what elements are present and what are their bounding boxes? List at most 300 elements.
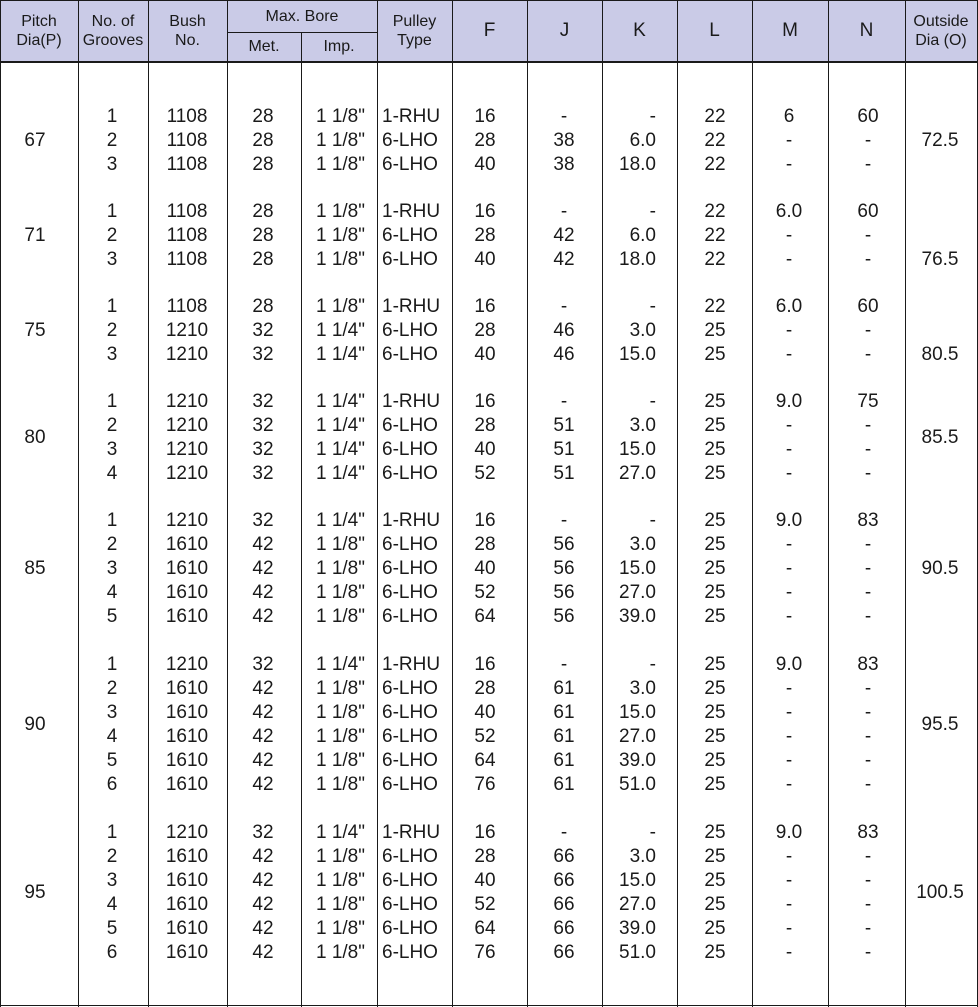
grooves: 5 <box>106 606 118 627</box>
dim-k: - <box>649 201 656 222</box>
dim-k: - <box>649 510 656 531</box>
bore-imp: 1 1/8" <box>315 774 365 795</box>
dim-n: - <box>864 894 872 915</box>
pitch-dia: 71 <box>24 225 46 246</box>
dim-j: 66 <box>553 942 575 963</box>
dim-k: 15.0 <box>619 702 656 723</box>
dim-k: 18.0 <box>619 154 656 175</box>
dim-f: 52 <box>474 726 496 747</box>
dim-f: 28 <box>474 225 496 246</box>
grooves: 1 <box>106 296 118 317</box>
dim-k: 18.0 <box>619 249 656 270</box>
dim-j: - <box>560 654 568 675</box>
dim-f: 28 <box>474 320 496 341</box>
dim-f: 40 <box>474 702 496 723</box>
bore-met: 28 <box>252 130 274 151</box>
dim-n: - <box>864 558 872 579</box>
bush-no: 1610 <box>165 942 209 963</box>
grooves: 2 <box>106 846 118 867</box>
dim-f: 40 <box>474 870 496 891</box>
bore-met: 28 <box>252 154 274 175</box>
dim-l: 25 <box>704 320 726 341</box>
pitch-dia: 80 <box>24 427 46 448</box>
dim-l: 22 <box>704 249 726 270</box>
bore-met: 42 <box>252 678 274 699</box>
bore-met: 32 <box>252 439 274 460</box>
dim-j: 38 <box>553 130 575 151</box>
dim-f: 52 <box>474 582 496 603</box>
grooves: 5 <box>106 750 118 771</box>
dim-l: 22 <box>704 296 726 317</box>
bore-met: 28 <box>252 296 274 317</box>
dim-k: - <box>649 654 656 675</box>
bush-no: 1610 <box>165 678 209 699</box>
bore-imp: 1 1/8" <box>315 846 365 867</box>
dim-n: - <box>864 870 872 891</box>
dim-m: - <box>785 750 793 771</box>
header-rule <box>0 61 978 63</box>
dim-n: - <box>864 918 872 939</box>
dim-l: 25 <box>704 439 726 460</box>
dim-j: 51 <box>553 439 575 460</box>
grooves: 2 <box>106 678 118 699</box>
grooves: 1 <box>106 822 118 843</box>
dim-l: 25 <box>704 510 726 531</box>
grooves: 5 <box>106 918 118 939</box>
dim-f: 76 <box>474 942 496 963</box>
dim-l: 25 <box>704 654 726 675</box>
outside-dia: 76.5 <box>921 249 959 270</box>
dim-k: 15.0 <box>619 344 656 365</box>
grooves: 2 <box>106 130 118 151</box>
pulley-type: 6-LHO <box>382 774 438 795</box>
dim-m: 6.0 <box>775 201 803 222</box>
dim-k: 6.0 <box>629 225 656 246</box>
dim-j: 56 <box>553 582 575 603</box>
dim-j: 66 <box>553 894 575 915</box>
dim-k: 15.0 <box>619 439 656 460</box>
dim-l: 25 <box>704 870 726 891</box>
dim-k: 51.0 <box>619 942 656 963</box>
header-N: N <box>859 20 874 41</box>
dim-l: 25 <box>704 750 726 771</box>
bush-no: 1210 <box>165 510 209 531</box>
dim-k: - <box>649 391 656 412</box>
bore-met: 42 <box>252 870 274 891</box>
bore-imp: 1 1/8" <box>315 870 365 891</box>
bore-imp: 1 1/4" <box>315 320 365 341</box>
pulley-type: 6-LHO <box>382 846 438 867</box>
pulley-type: 6-LHO <box>382 415 438 436</box>
dim-n: 60 <box>857 201 879 222</box>
dim-j: 38 <box>553 154 575 175</box>
bush-no: 1610 <box>165 894 209 915</box>
grooves: 4 <box>106 894 118 915</box>
pulley-type: 1-RHU <box>382 822 441 843</box>
bore-met: 32 <box>252 320 274 341</box>
dim-m: - <box>785 582 793 603</box>
header-met: Met. <box>248 38 280 55</box>
bore-imp: 1 1/8" <box>315 918 365 939</box>
bore-met: 42 <box>252 774 274 795</box>
dim-n: - <box>864 320 872 341</box>
dim-l: 25 <box>704 606 726 627</box>
dim-m: 9.0 <box>775 510 803 531</box>
dim-f: 64 <box>474 750 496 771</box>
grooves: 1 <box>106 106 118 127</box>
dim-j: 61 <box>553 702 575 723</box>
header-J: J <box>559 20 570 41</box>
column-rule <box>602 0 603 1007</box>
bush-no: 1210 <box>165 415 209 436</box>
dim-k: 51.0 <box>619 774 656 795</box>
dim-f: 40 <box>474 439 496 460</box>
outside-dia: 85.5 <box>921 427 959 448</box>
dim-m: 9.0 <box>775 654 803 675</box>
dim-m: - <box>785 870 793 891</box>
dim-j: 51 <box>553 463 575 484</box>
dim-f: 40 <box>474 154 496 175</box>
dim-m: - <box>785 702 793 723</box>
dim-k: 3.0 <box>629 678 656 699</box>
dim-l: 25 <box>704 415 726 436</box>
bore-met: 32 <box>252 463 274 484</box>
dim-l: 25 <box>704 344 726 365</box>
column-rule <box>452 0 453 1007</box>
dim-n: - <box>864 726 872 747</box>
bore-imp: 1 1/4" <box>315 344 365 365</box>
dim-k: - <box>649 296 656 317</box>
dim-k: 27.0 <box>619 463 656 484</box>
dim-k: - <box>649 822 656 843</box>
dim-j: 66 <box>553 918 575 939</box>
outside-dia: 72.5 <box>921 130 959 151</box>
dim-k: 39.0 <box>619 606 656 627</box>
bore-met: 32 <box>252 654 274 675</box>
dim-k: 27.0 <box>619 726 656 747</box>
dim-n: - <box>864 130 872 151</box>
dim-n: - <box>864 942 872 963</box>
bore-imp: 1 1/8" <box>315 201 365 222</box>
dim-j: 56 <box>553 558 575 579</box>
dim-k: 3.0 <box>629 320 656 341</box>
dim-n: 83 <box>857 822 879 843</box>
grooves: 4 <box>106 463 118 484</box>
bush-no: 1210 <box>165 822 209 843</box>
pulley-type: 6-LHO <box>382 942 438 963</box>
header-L: L <box>709 20 720 41</box>
dim-k: 27.0 <box>619 582 656 603</box>
bore-met: 42 <box>252 942 274 963</box>
column-rule <box>148 0 149 1007</box>
bore-imp: 1 1/8" <box>315 249 365 270</box>
column-rule <box>527 0 528 1007</box>
pulley-type: 1-RHU <box>382 391 441 412</box>
dim-m: - <box>785 249 793 270</box>
header-pulley: Pulley Type <box>392 12 437 49</box>
pulley-type: 6-LHO <box>382 678 438 699</box>
bore-met: 42 <box>252 534 274 555</box>
pulley-type: 6-LHO <box>382 130 438 151</box>
bush-no: 1108 <box>166 249 208 270</box>
dim-l: 25 <box>704 822 726 843</box>
dim-f: 40 <box>474 344 496 365</box>
dim-l: 25 <box>704 582 726 603</box>
dim-l: 22 <box>704 154 726 175</box>
dim-k: 15.0 <box>619 558 656 579</box>
outside-dia: 100.5 <box>916 882 964 903</box>
bore-imp: 1 1/4" <box>315 510 365 531</box>
bush-no: 1610 <box>165 606 209 627</box>
pitch-dia: 95 <box>24 882 46 903</box>
dim-f: 16 <box>474 822 496 843</box>
bore-met: 32 <box>252 415 274 436</box>
header-imp: Imp. <box>323 38 355 55</box>
dim-j: - <box>560 296 568 317</box>
dim-m: - <box>785 774 793 795</box>
dim-n: - <box>864 678 872 699</box>
dim-n: - <box>864 774 872 795</box>
bush-no: 1108 <box>166 130 208 151</box>
max-bore-split-rule <box>227 32 377 33</box>
bush-no: 1610 <box>165 726 209 747</box>
dim-m: - <box>785 918 793 939</box>
dim-j: 66 <box>553 846 575 867</box>
bush-no: 1108 <box>166 106 208 127</box>
pulley-type: 6-LHO <box>382 582 438 603</box>
pulley-type: 6-LHO <box>382 154 438 175</box>
bore-imp: 1 1/8" <box>315 154 365 175</box>
dim-m: - <box>785 942 793 963</box>
dim-n: - <box>864 439 872 460</box>
column-rule <box>905 0 906 1007</box>
pitch-dia: 90 <box>24 714 46 735</box>
dim-n: - <box>864 154 872 175</box>
dim-m: - <box>785 846 793 867</box>
grooves: 2 <box>106 415 118 436</box>
dim-j: - <box>560 391 568 412</box>
grooves: 2 <box>106 320 118 341</box>
dim-m: - <box>785 225 793 246</box>
bore-imp: 1 1/8" <box>315 702 365 723</box>
bush-no: 1210 <box>165 344 209 365</box>
bore-met: 42 <box>252 894 274 915</box>
dim-f: 16 <box>474 296 496 317</box>
dim-n: - <box>864 463 872 484</box>
dim-l: 25 <box>704 894 726 915</box>
dim-n: - <box>864 534 872 555</box>
dim-k: 39.0 <box>619 918 656 939</box>
dim-m: - <box>785 534 793 555</box>
bore-met: 42 <box>252 606 274 627</box>
pulley-type: 6-LHO <box>382 918 438 939</box>
dim-f: 52 <box>474 894 496 915</box>
dim-l: 25 <box>704 391 726 412</box>
bore-met: 28 <box>252 106 274 127</box>
bore-imp: 1 1/4" <box>315 463 365 484</box>
bore-imp: 1 1/4" <box>315 439 365 460</box>
dim-j: 56 <box>553 606 575 627</box>
bore-met: 32 <box>252 510 274 531</box>
dim-j: 56 <box>553 534 575 555</box>
dim-j: 46 <box>553 320 575 341</box>
header-pitch: Pitch Dia(P) <box>16 12 62 49</box>
bore-met: 42 <box>252 918 274 939</box>
header-grooves: No. of Grooves <box>82 12 144 49</box>
dim-n: 60 <box>857 106 879 127</box>
grooves: 6 <box>106 774 118 795</box>
bore-imp: 1 1/4" <box>315 415 365 436</box>
bore-imp: 1 1/8" <box>315 534 365 555</box>
pulley-type: 6-LHO <box>382 225 438 246</box>
pulley-type: 6-LHO <box>382 894 438 915</box>
dim-n: - <box>864 344 872 365</box>
dim-m: - <box>785 344 793 365</box>
dim-l: 25 <box>704 726 726 747</box>
pulley-type: 1-RHU <box>382 106 441 127</box>
pitch-dia: 75 <box>24 320 46 341</box>
dim-n: - <box>864 582 872 603</box>
bore-imp: 1 1/8" <box>315 678 365 699</box>
dim-m: - <box>785 606 793 627</box>
dim-f: 64 <box>474 606 496 627</box>
dim-k: 3.0 <box>629 415 656 436</box>
pulley-type: 6-LHO <box>382 320 438 341</box>
column-rule <box>752 0 753 1007</box>
bore-imp: 1 1/8" <box>315 606 365 627</box>
bore-imp: 1 1/8" <box>315 726 365 747</box>
header-K: K <box>633 20 646 41</box>
grooves: 1 <box>106 391 118 412</box>
dim-l: 22 <box>704 225 726 246</box>
dim-j: 46 <box>553 344 575 365</box>
dim-f: 28 <box>474 534 496 555</box>
dim-n: - <box>864 249 872 270</box>
header-M: M <box>782 20 798 41</box>
bore-met: 42 <box>252 846 274 867</box>
grooves: 1 <box>106 654 118 675</box>
bore-met: 32 <box>252 344 274 365</box>
dim-m: - <box>785 439 793 460</box>
dim-f: 28 <box>474 130 496 151</box>
bush-no: 1610 <box>165 918 209 939</box>
header-bush: Bush No. <box>169 12 206 49</box>
dim-f: 40 <box>474 249 496 270</box>
dim-n: - <box>864 415 872 436</box>
pulley-type: 1-RHU <box>382 510 441 531</box>
grooves: 3 <box>106 154 118 175</box>
bore-met: 32 <box>252 822 274 843</box>
grooves: 1 <box>106 510 118 531</box>
pitch-dia: 85 <box>24 558 46 579</box>
bush-no: 1610 <box>165 534 209 555</box>
dim-j: 61 <box>553 750 575 771</box>
bore-imp: 1 1/8" <box>315 225 365 246</box>
dim-f: 64 <box>474 918 496 939</box>
pulley-type: 1-RHU <box>382 296 441 317</box>
dim-l: 25 <box>704 534 726 555</box>
dim-m: - <box>785 415 793 436</box>
bore-imp: 1 1/8" <box>315 750 365 771</box>
dim-m: - <box>785 894 793 915</box>
bore-met: 28 <box>252 201 274 222</box>
dim-m: 6.0 <box>775 296 803 317</box>
dim-j: 51 <box>553 415 575 436</box>
grooves: 3 <box>106 344 118 365</box>
column-rule <box>828 0 829 1007</box>
dim-m: - <box>785 463 793 484</box>
pulley-type: 6-LHO <box>382 534 438 555</box>
column-rule <box>0 0 1 1007</box>
dim-k: 3.0 <box>629 534 656 555</box>
header-max-bore: Max. Bore <box>265 7 339 25</box>
bore-imp: 1 1/4" <box>315 391 365 412</box>
dim-j: 42 <box>553 225 575 246</box>
dim-f: 16 <box>474 510 496 531</box>
dim-f: 28 <box>474 678 496 699</box>
dim-k: 3.0 <box>629 846 656 867</box>
dim-n: 83 <box>857 510 879 531</box>
grooves: 3 <box>106 558 118 579</box>
dim-l: 25 <box>704 774 726 795</box>
bore-met: 28 <box>252 225 274 246</box>
dim-n: - <box>864 225 872 246</box>
dim-k: 6.0 <box>629 130 656 151</box>
bush-no: 1210 <box>165 439 209 460</box>
bore-met: 42 <box>252 558 274 579</box>
dim-f: 16 <box>474 106 496 127</box>
bush-no: 1108 <box>166 154 208 175</box>
pulley-type: 1-RHU <box>382 201 441 222</box>
outside-dia: 80.5 <box>921 344 959 365</box>
bush-no: 1108 <box>166 225 208 246</box>
pulley-type: 6-LHO <box>382 870 438 891</box>
bore-met: 28 <box>252 249 274 270</box>
dim-j: 61 <box>553 726 575 747</box>
column-rule <box>377 0 378 1007</box>
bore-met: 42 <box>252 750 274 771</box>
grooves: 3 <box>106 702 118 723</box>
dim-j: - <box>560 510 568 531</box>
column-rule <box>301 32 302 1007</box>
dim-l: 22 <box>704 130 726 151</box>
bore-imp: 1 1/8" <box>315 106 365 127</box>
dim-j: - <box>560 822 568 843</box>
grooves: 2 <box>106 225 118 246</box>
dim-m: 9.0 <box>775 822 803 843</box>
dim-m: - <box>785 726 793 747</box>
bore-imp: 1 1/8" <box>315 942 365 963</box>
dim-l: 25 <box>704 942 726 963</box>
dim-n: 60 <box>857 296 879 317</box>
grooves: 2 <box>106 534 118 555</box>
dim-m: 6 <box>783 106 795 127</box>
dim-n: - <box>864 846 872 867</box>
dim-l: 22 <box>704 106 726 127</box>
top-rule <box>0 0 978 1</box>
dim-n: - <box>864 702 872 723</box>
dim-j: - <box>560 201 568 222</box>
bore-met: 42 <box>252 726 274 747</box>
column-rule <box>227 0 228 1007</box>
dim-f: 16 <box>474 391 496 412</box>
dim-j: 61 <box>553 678 575 699</box>
pitch-dia: 67 <box>24 130 46 151</box>
dim-f: 16 <box>474 201 496 222</box>
bush-no: 1210 <box>165 654 209 675</box>
bottom-rule <box>0 1005 978 1006</box>
dim-l: 25 <box>704 846 726 867</box>
